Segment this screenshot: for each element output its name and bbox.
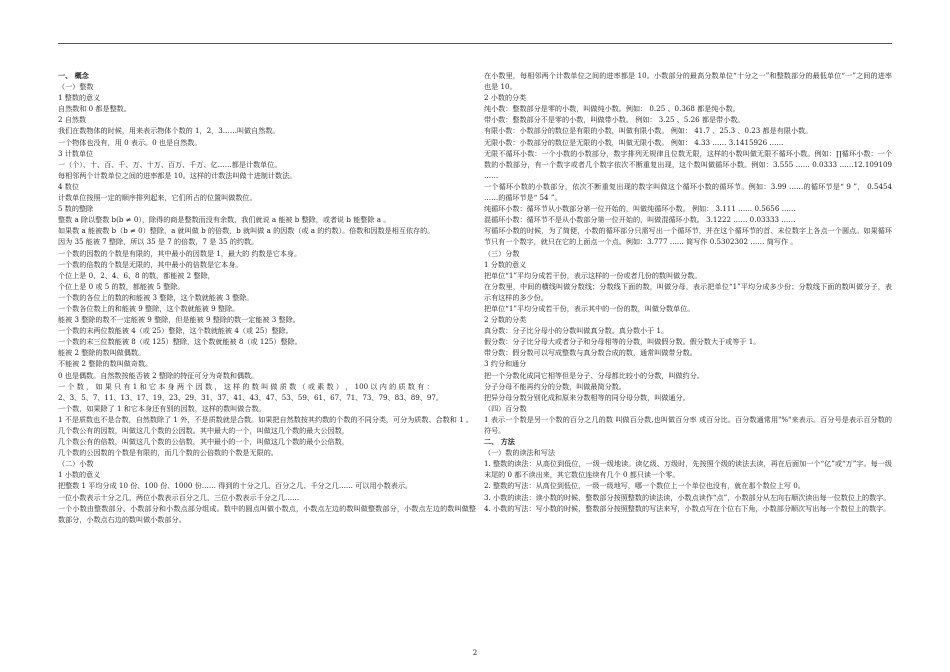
paragraph: 带小数：整数部分不是零的小数，叫做带小数。 例如： 3.25 、5.26 都是带小数。 — [484, 115, 745, 125]
paragraph: 有限小数：小数部分的数位是有限的小数，叫做有限小数。 例如： 41.7 、25.3 、0.23 都是有限小数。 — [484, 126, 813, 136]
paragraph: 3 计数单位 — [58, 148, 94, 158]
paragraph: 能被 3 整除的数不一定能被 9 整除，但是能被 9 整除的数一定能被 3 整除。 — [58, 315, 300, 325]
paragraph: 能被 2 整除的数叫做偶数。 — [58, 348, 146, 358]
paragraph: 一个数的末两位数能被 4（或 25）整除，这个数就能被 4（或 25）整除。 — [58, 326, 293, 336]
paragraph: 把整数 1 平均分成 10 份、100 份、1000 份…… 得到的十分之几、百分之几、千分之几…… 可以用小数表示。 — [58, 481, 413, 491]
paragraph: 1 整数的意义 — [58, 93, 101, 103]
paragraph: 2 自然数 — [58, 115, 87, 125]
paragraph: 5 数的整除 — [58, 204, 94, 214]
paragraph: 4. 小数的写法：写小数的时候，整数部分按照整数的写法来写，小数点写在个位右下角，小数部分顺次写出每一个数位上的数字。 — [484, 503, 891, 513]
page-number: 2 — [472, 649, 478, 657]
paragraph: 把单位“1”平均分成若干份，表示其中的一份的数，叫做分数单位。 — [484, 303, 695, 313]
paragraph: 纯循环小数：循环节从小数部分第一位开始的，叫做纯循环小数。 例如： 3.111 …… 0.5656 …… — [484, 204, 796, 214]
paragraph: 1. 整数的读法：从高位到低位，一级一级地读。读亿级、万级时，先按照个级的读法去读，再在后面加一个“亿”或“万”字。每一级末尾的 0 都不读出来，其它数位连续有几个 0 都只读一个零。 — [484, 459, 892, 480]
paragraph: 在小数里，每相邻两个计数单位之间的进率都是 10。小数部分的最高分数单位“十分之一”和整数部分的最低单位“一”之间的进率也是 10。 — [484, 71, 892, 92]
paragraph: 一位小数表示十分之几，两位小数表示百分之几，三位小数表示千分之几…… — [58, 492, 300, 502]
paragraph: 2 分数的分类 — [484, 315, 527, 325]
paragraph: 如果数 a 能被数 b（b ≠ 0）整除，a 就叫做 b 的倍数，b 就叫做 a 的因数（或 a 的约数）。倍数和因数是相互依存的。 — [58, 226, 435, 236]
paragraph: 个位上是 0、2、4、6、8 的数，都能被 2 整除， — [58, 270, 215, 280]
paragraph: 真分数：分子比分母小的分数叫做真分数。真分数小于 1。 — [484, 326, 669, 336]
paragraph: 分子分母不能再约分的分数，叫做最简分数。 — [484, 381, 626, 391]
paragraph: 因为 35 能被 7 整除，所以 35 是 7 的倍数，7 是 35 的约数。 — [58, 237, 259, 247]
paragraph: 个位上是 0 或 5 的数，都能被 5 整除。 — [58, 281, 185, 291]
paragraph: 一个数的因数的个数是有限的，其中最小的因数是 1，最大的 约数是它本身。 — [58, 248, 302, 258]
paragraph: 0 也是偶数。自然数按能否被 2 整除的特征可分为奇数和偶数。 — [58, 370, 259, 380]
paragraph: 一（个）、十、百、千、万、十万、百万、千万、亿……都是计数单位。 — [58, 159, 282, 169]
header-rule — [58, 43, 892, 44]
paragraph: （三）分数 — [484, 248, 520, 258]
paragraph: 假分数：分子比分母大或者分子和分母相等的分数，叫做假分数。假分数大于或等于 1。 — [484, 337, 761, 347]
paragraph: 把单位“1”平均分成若干份，表示这样的一份或者几份的数叫做分数。 — [484, 270, 702, 280]
paragraph: 2. 整数的写法：从高位到低位，一级一级地写，哪一个数位上一个单位也没有，就在那个数位上写 0。 — [484, 481, 805, 491]
paragraph: 不能被 2 整除的数叫做奇数。 — [58, 359, 153, 369]
paragraph: 一个小数由整数部分、小数部分和小数点部分组成。数中的圆点叫做小数点，小数点左边的数叫做整数部分，小数点左边的数叫做整数部分，小数点右边的数叫做小数部分。 — [58, 503, 476, 524]
paragraph: 几个数的公因数的个数是有限的，而几个数的公倍数的个数是无限的。 — [58, 448, 278, 458]
paragraph: 1 分数的意义 — [484, 259, 527, 269]
paragraph: 几个数公有的倍数，叫做这几个数的公倍数，其中最小的一个，叫做这几个数的最小公倍数， — [58, 437, 349, 447]
paragraph: 一个物体也没有，用 0 表示。0 也是自然数。 — [58, 137, 202, 147]
paragraph: 每相邻两个计数单位之间的进率都是 10。这样的计数法叫做十进制计数法。 — [58, 170, 297, 180]
paragraph: 在分数里，中间的横线叫做分数线；分数线下面的数，叫做分母，表示把单位“1”平均分成多少份；分数线下面的数叫做分子，表示有这样的多少份。 — [484, 281, 892, 302]
paragraph: 自然数和 0 都是整数。 — [58, 104, 131, 114]
paragraph: 2 小数的分类 — [484, 93, 527, 103]
paragraph: 混循环小数：循环节不是从小数部分第一位开始的，叫做混循环小数。 3.1222 …… 0.03333 …… — [484, 215, 796, 225]
paragraph: 3 约分和通分 — [484, 359, 527, 369]
paragraph: 写循环小数的时候，为了简便，小数的循环部分只需写出一个循环节，并在这个循环节的首、末位数字上各点一个圆点。如果循环 节只有一个数字，就只在它的上面点一个点。例如：3.777 …… 简写作 0.5302302 …… 简写作 。 — [484, 226, 892, 247]
paragraph: 一个数的倍数的个数是无限的，其中最小的倍数是它本身。 — [58, 259, 243, 269]
paragraph: 一 个 数 ， 如 果 只 有 1 和 它 本 身 两 个 因 数 ， 这 样 的 数 叫 做 质 数 （ 或 素 数 ） ， 100 以 内 的 质 数 有 ： — [58, 381, 434, 391]
paragraph: 1 表示一个数是另一个数的百分之几的数 叫做百分数,也叫做百分率 或百分比。百分数通常用"%"来表示。百分号是表示百分数的符号。 — [484, 414, 892, 435]
paragraph: 带分数：假分数可以写成整数与真分数合成的数，通常叫做带分数。 — [484, 348, 697, 358]
paragraph: （二）小数 — [58, 459, 94, 469]
paragraph: 1 小数的意义 — [58, 470, 101, 480]
paragraph: 无限不循环小数：一个小数的小数部分，数字排列无规律且位数无限，这样的小数叫做无限不循环小数。例如：∏循环小数：一个数的小数部分，有一个数字或者几个数字依次不断重复出现，这个数叫做循环小数。例如：3.555 …… 0.0333 ……12.109109 …… — [484, 148, 892, 180]
paragraph: 把一个分数化成同它相等但是分子、分母都比较小的分数，叫做约分。 — [484, 370, 704, 380]
left-column — [58, 70, 476, 525]
paragraph: 我们在数物体的时候，用来表示物体个数的 1，2，3……叫做自然数。 — [58, 126, 280, 136]
paragraph: 几个数公有的因数，叫做这几个数的公因数。其中最大的一个，叫做这几个数的最大公因数， — [58, 426, 349, 435]
paragraph: 把异分母分数分别化成和原来分数相等的同分母分数，叫做通分。 — [484, 392, 690, 402]
paragraph: 无限小数：小数部分的数位是无限的小数，叫做无限小数。 例如： 4.33 …… 3.1415926 …… — [484, 137, 784, 147]
paragraph: 一个数的末三位数能被 8（或 125）整除，这个数就能被 8（或 125）整除。 — [58, 337, 302, 347]
paragraph: 一个数的各位上的数的和能被 3 整除，这个数就能被 3 整除。 — [58, 292, 254, 302]
paragraph: 纯小数：整数部分是零的小数，叫做纯小数。例如： 0.25 、0.368 都是纯小数。 — [484, 104, 740, 114]
paragraph: 1 不是质数也不是合数，自然数除了 1 外，不是质数就是合数。如果把自然数按其约数的个数的不同分类，可分为质数、合数和 1 。 — [58, 414, 473, 424]
paragraph: （一）数的读法和写法 — [484, 448, 555, 458]
paragraph: 一个数，如果除了 1 和它本身还有别的因数，这样的数叫做合数。 — [58, 403, 266, 413]
right-column — [484, 70, 892, 514]
paragraph: （四）百分数 — [484, 403, 527, 413]
paragraph: 一个循环小数的小数部分，依次不断重复出现的数字叫做这个循环小数的循环节。例如：3.99 ……的循环节是“ 9 ”， 0.5454 ……的循环节是“ 54 ”。 — [484, 181, 892, 203]
paragraph: （一）整数 — [58, 82, 94, 92]
paragraph: 3. 小数的读法：读小数的时候，整数部分按照整数的读法读，小数点读作“点”，小数部分从左向右顺次读出每一位数位上的数字。 — [484, 492, 891, 502]
section-heading: 二、 方法 — [484, 437, 515, 447]
paragraph: 计数单位按照一定的顺序排列起来，它们所占的位置叫做数位。 — [58, 193, 257, 203]
paragraph: 2、3、5、7、11、13、17、19、23、29、31、37、41、43、47、53、59、61、67、71、73、79、83、89、97。 — [58, 392, 443, 402]
paragraph: 4 数位 — [58, 181, 79, 191]
paragraph: 整数 a 除以整数 b(b ≠ 0），除得的商是整数而没有余数，我们就说 a 能被 b 整除，或者说 b 能整除 a 。 — [58, 215, 391, 225]
section-heading: 一、 概念 — [58, 71, 89, 80]
paragraph: 一个数各位数上的和能被 9 整除，这个数就能被 9 整除。 — [58, 303, 240, 313]
